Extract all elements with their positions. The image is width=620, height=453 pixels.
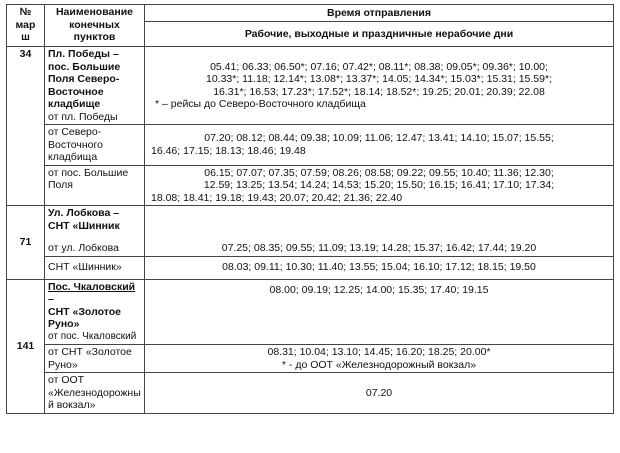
route-name-line: Пл. Победы – — [48, 48, 119, 60]
times-line: 16.46; 17.15; 18.13; 18.46; 19.48 — [151, 144, 306, 157]
route-name-line: Руно» — [48, 318, 80, 330]
times-line: 06.15; 07.07; 07.35; 07.59; 08.26; 08.58; 09.22; 09.55; 10.40; 11.36; 12.30; — [204, 166, 554, 179]
header-col2-line: конечных — [69, 18, 120, 31]
departure-times — [145, 256, 614, 279]
departure-times — [145, 206, 614, 257]
stop-name: от ул. Лобкова — [48, 242, 119, 254]
departure-times — [145, 47, 614, 125]
stop-name: от пос. Чкаловский — [48, 330, 137, 342]
header-col1-line: мар — [15, 18, 36, 31]
times-line: 16.31*; 16.53; 17.23*; 17.52*; 18.14; 18.52*; 19.25; 20.01; 20.39; 22.08 — [213, 85, 545, 98]
times-line: 07.20 — [365, 386, 393, 399]
route-endpoints-cell — [45, 279, 145, 345]
stop-name-cell — [45, 345, 145, 373]
header-row — [7, 5, 614, 22]
route-name-line: СНТ «Шинник — [48, 219, 120, 232]
stop-name: от Северо- — [48, 126, 102, 138]
times-line: 18.08; 18.41; 19.18; 19.43; 20.07; 20.42; 21.36; 22.40 — [151, 191, 403, 204]
stop-name: й вокзал» — [48, 399, 96, 411]
route-number: 141 — [7, 279, 45, 413]
header-col1-line: ш — [21, 31, 30, 43]
table-row — [7, 47, 614, 125]
header-col2-line: пунктов — [73, 31, 116, 43]
departure-time-header: Время отправления — [145, 5, 614, 22]
footnote: * - до ООТ «Железнодорожный вокзал» — [281, 358, 477, 371]
stop-name-cell — [45, 373, 145, 414]
route-endpoints-cell — [45, 206, 145, 257]
departure-times — [145, 345, 614, 373]
times-line: 05.41; 06.33; 06.50*; 07.16; 07.42*; 08.11*; 08.38; 09.05*; 09.36*; 10.00; — [210, 60, 548, 73]
route-name-line: Восточное — [48, 85, 104, 98]
stop-name: СНТ «Шинник» — [48, 261, 122, 274]
times-line: 08.03; 09.11; 10.30; 11.40; 13.55; 15.04; 16.10; 17.12; 18.15; 19.50 — [222, 261, 536, 274]
table-row — [7, 279, 614, 345]
table-row — [7, 125, 614, 166]
route-name-line: – — [48, 293, 54, 305]
departure-times — [145, 373, 614, 414]
times-line: 12.59; 13.25; 13.54; 14.24; 14.53; 15.20; 15.50; 16.15; 16.41; 17.10; 17.34; — [203, 179, 555, 191]
spacer — [48, 232, 141, 242]
times-line: 07.20; 08.12; 08.44; 09.38; 10.09; 11.06; 12.47; 13.41; 14.10; 15.07; 15.55; — [204, 132, 554, 145]
table-row — [7, 373, 614, 414]
days-header: Рабочие, выходные и праздничные нерабочие дни — [145, 22, 614, 47]
footnote: * – рейсы до Северо-Восточного кладбища — [155, 98, 366, 110]
stop-name: от ООТ — [48, 374, 85, 386]
times-line: 08.31; 10.04; 13.10; 14.45; 16.20; 18.25; 20.00* — [267, 346, 491, 358]
stop-name: от СНТ «Золотое — [48, 346, 132, 358]
table-row — [7, 165, 614, 206]
route-number: 71 — [7, 206, 45, 280]
stop-name: Поля — [48, 179, 73, 191]
route-name-line: пос. Большие — [48, 60, 121, 73]
table-row — [7, 206, 614, 257]
route-name-line: Ул. Лобкова – — [48, 207, 120, 219]
stop-name: кладбища — [48, 151, 98, 163]
route-name-line: кладбище — [48, 98, 101, 110]
times-line: 10.33*; 11.18; 12.14*; 13.08*; 13.37*; 14.05; 14.34*; 15.03*; 15.31; 15.59*; — [205, 73, 552, 85]
times-line: 08.00; 09.19; 12.25; 14.00; 15.35; 17.40; 19.15 — [269, 283, 489, 296]
times-line: 07.25; 08.35; 09.55; 11.09; 13.19; 14.28; 15.37; 16.42; 17.44; 19.20 — [221, 242, 537, 254]
stop-name-cell — [45, 256, 145, 279]
stop-name-cell — [45, 165, 145, 206]
route-number: 34 — [7, 47, 45, 206]
departure-times — [145, 125, 614, 166]
route-name-line: СНТ «Золотое — [48, 305, 122, 318]
route-number-header — [7, 5, 45, 47]
route-name-line: Пос. Чкаловский — [48, 280, 136, 293]
header-col2-line: Наименование — [55, 6, 134, 18]
stop-name: «Железнодорожны — [48, 386, 141, 399]
stop-name: от пл. Победы — [48, 110, 118, 123]
stop-name: Руно» — [48, 358, 78, 371]
stop-name: Восточного — [48, 138, 103, 151]
departure-times — [145, 165, 614, 206]
stop-name: от пос. Большие — [48, 166, 129, 179]
table-row — [7, 256, 614, 279]
endpoints-header — [45, 5, 145, 47]
header-col1-line: № — [19, 6, 32, 18]
route-name-line: Поля Северо- — [48, 73, 120, 85]
table-row — [7, 345, 614, 373]
departure-times — [145, 279, 614, 345]
schedule-table — [6, 4, 614, 414]
route-endpoints-cell — [45, 47, 145, 125]
stop-name-cell — [45, 125, 145, 166]
